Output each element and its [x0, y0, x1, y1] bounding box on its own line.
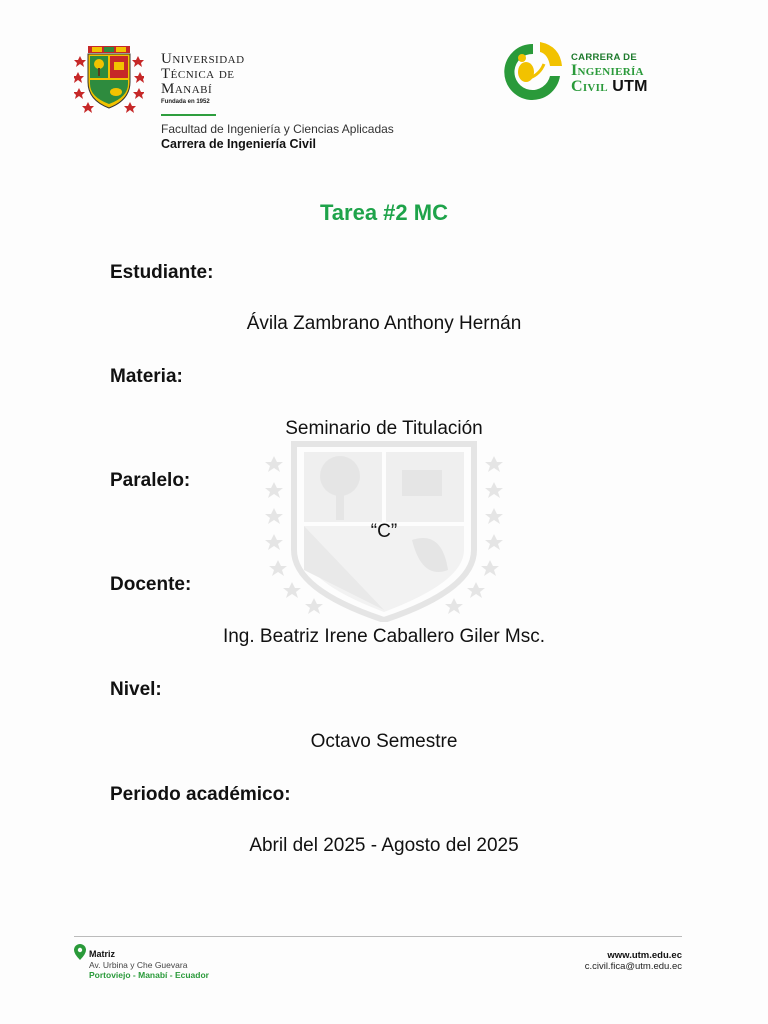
faculty-name: Facultad de Ingeniería y Ciencias Aplicadas [161, 122, 394, 136]
footer-email[interactable]: c.civil.fica@utm.edu.ec [584, 961, 682, 972]
career-logo-utm: UTM [612, 78, 648, 95]
founded-text: Fundada en 1952 [161, 99, 210, 105]
career-logo-line-3 [571, 79, 648, 95]
label-estudiante: Estudiante: [110, 262, 214, 283]
university-line-1: Universidad [161, 51, 245, 67]
value-estudiante: Ávila Zambrano Anthony Hernán [246, 313, 522, 334]
document-title: Tarea #2 MC [320, 200, 448, 225]
footer-address: Av. Urbina y Che Guevara [89, 960, 188, 970]
value-materia: Seminario de Titulación [285, 418, 483, 439]
career-logo-civil: Civil [571, 78, 608, 95]
value-paralelo: “C” [370, 521, 398, 542]
location-pin-icon [74, 944, 86, 960]
university-line-2: Técnica de [161, 66, 235, 82]
university-line-3: Manabí [161, 81, 213, 97]
label-docente: Docente: [110, 574, 192, 595]
header-divider [161, 114, 216, 116]
footer-divider [74, 936, 682, 937]
career-logo-line-2: Ingeniería [571, 62, 644, 79]
label-materia: Materia: [110, 366, 183, 387]
footer-matriz: Matriz [89, 949, 116, 959]
footer-website[interactable]: www.utm.edu.ec [607, 950, 682, 961]
utm-shield-logo-icon [74, 44, 144, 114]
civil-engineering-logo-icon [500, 40, 566, 102]
label-periodo: Periodo académico: [110, 784, 291, 805]
career-logo-line-1: CARRERA DE [571, 52, 637, 63]
career-logo-text [571, 53, 648, 95]
value-nivel: Octavo Semestre [310, 731, 458, 752]
value-docente: Ing. Beatriz Irene Caballero Giler Msc. [222, 626, 546, 647]
value-periodo: Abril del 2025 - Agosto del 2025 [249, 835, 519, 856]
university-name [161, 52, 245, 105]
label-paralelo: Paralelo: [110, 470, 191, 491]
label-nivel: Nivel: [110, 679, 162, 700]
footer-city: Portoviejo - Manabí - Ecuador [89, 970, 209, 980]
career-name: Carrera de Ingeniería Civil [161, 137, 316, 151]
